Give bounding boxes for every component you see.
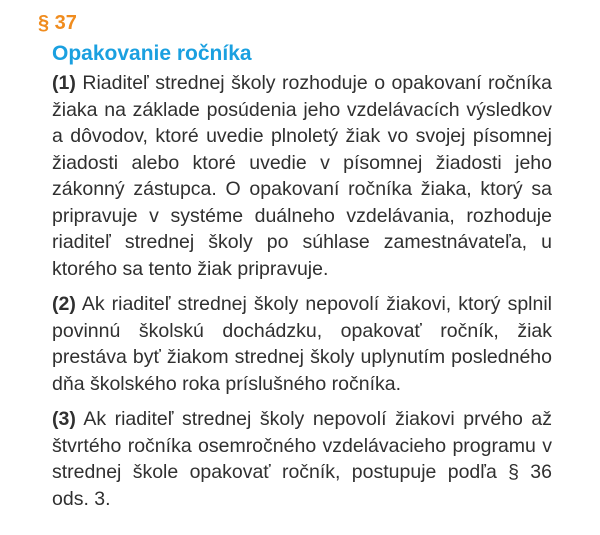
paragraph-number: (3) xyxy=(52,408,76,430)
paragraph-number: (1) xyxy=(52,72,76,94)
section-title: Opakovanie ročníka xyxy=(52,42,252,65)
paragraph-text: Riaditeľ strednej školy rozhoduje o opakovaní ročníka žiaka na základe posúdenia jeho vzdelávacích výsledkov a dôvodov, ktoré uvedie plnoletý žiak vo svojej písomnej žiadosti alebo ktoré uvedie v písomnej žiadosti jeho zákonný zástupca. O opakovaní ročníka žiaka, ktorý sa pripravuje v systéme duálneho vzdelávania, rozhoduje riaditeľ strednej školy po súhlase zamestnávateľa, u ktorého sa tento žiak pripravuje. xyxy=(52,72,552,280)
paragraph-3 xyxy=(52,406,552,512)
paragraph-text: Ak riaditeľ strednej školy nepovolí žiakovi prvého až štvrtého ročníka osemročného vzdelávacieho programu v strednej škole opakovať ročník, postupuje podľa § 36 ods. 3. xyxy=(52,408,552,510)
paragraph-text: Ak riaditeľ strednej školy nepovolí žiakovi, ktorý splnil povinnú školskú dochádzku, opakovať ročník, žiak prestáva byť žiakom strednej školy uplynutím posledného dňa školského roka príslušného ročníka. xyxy=(52,293,553,395)
paragraph-number: (2) xyxy=(52,293,76,315)
paragraph-1 xyxy=(52,70,552,282)
paragraph-2 xyxy=(52,291,552,397)
section-number: § 37 xyxy=(38,12,77,34)
